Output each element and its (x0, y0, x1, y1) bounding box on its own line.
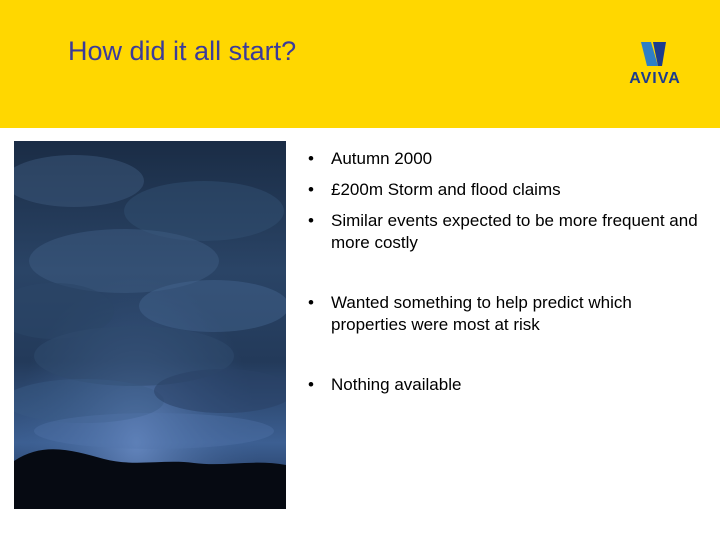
aviva-logo-icon (638, 40, 670, 70)
bullet-item: • Nothing available (308, 374, 708, 396)
bullet-item: • Wanted something to help predict which properties were most at risk (308, 292, 708, 336)
aviva-logo (620, 40, 690, 92)
header-band (0, 0, 720, 128)
bullet-item: • £200m Storm and flood claims (308, 179, 708, 201)
storm-clouds-photo (14, 141, 286, 509)
slide-title: How did it all start? (68, 36, 297, 66)
logo-wordmark: AVIVA (629, 70, 681, 87)
bullet-list (308, 148, 708, 396)
bullet-item: • Similar events expected to be more frequent and more costly (308, 210, 708, 254)
bullet-item: • Autumn 2000 (308, 148, 708, 170)
